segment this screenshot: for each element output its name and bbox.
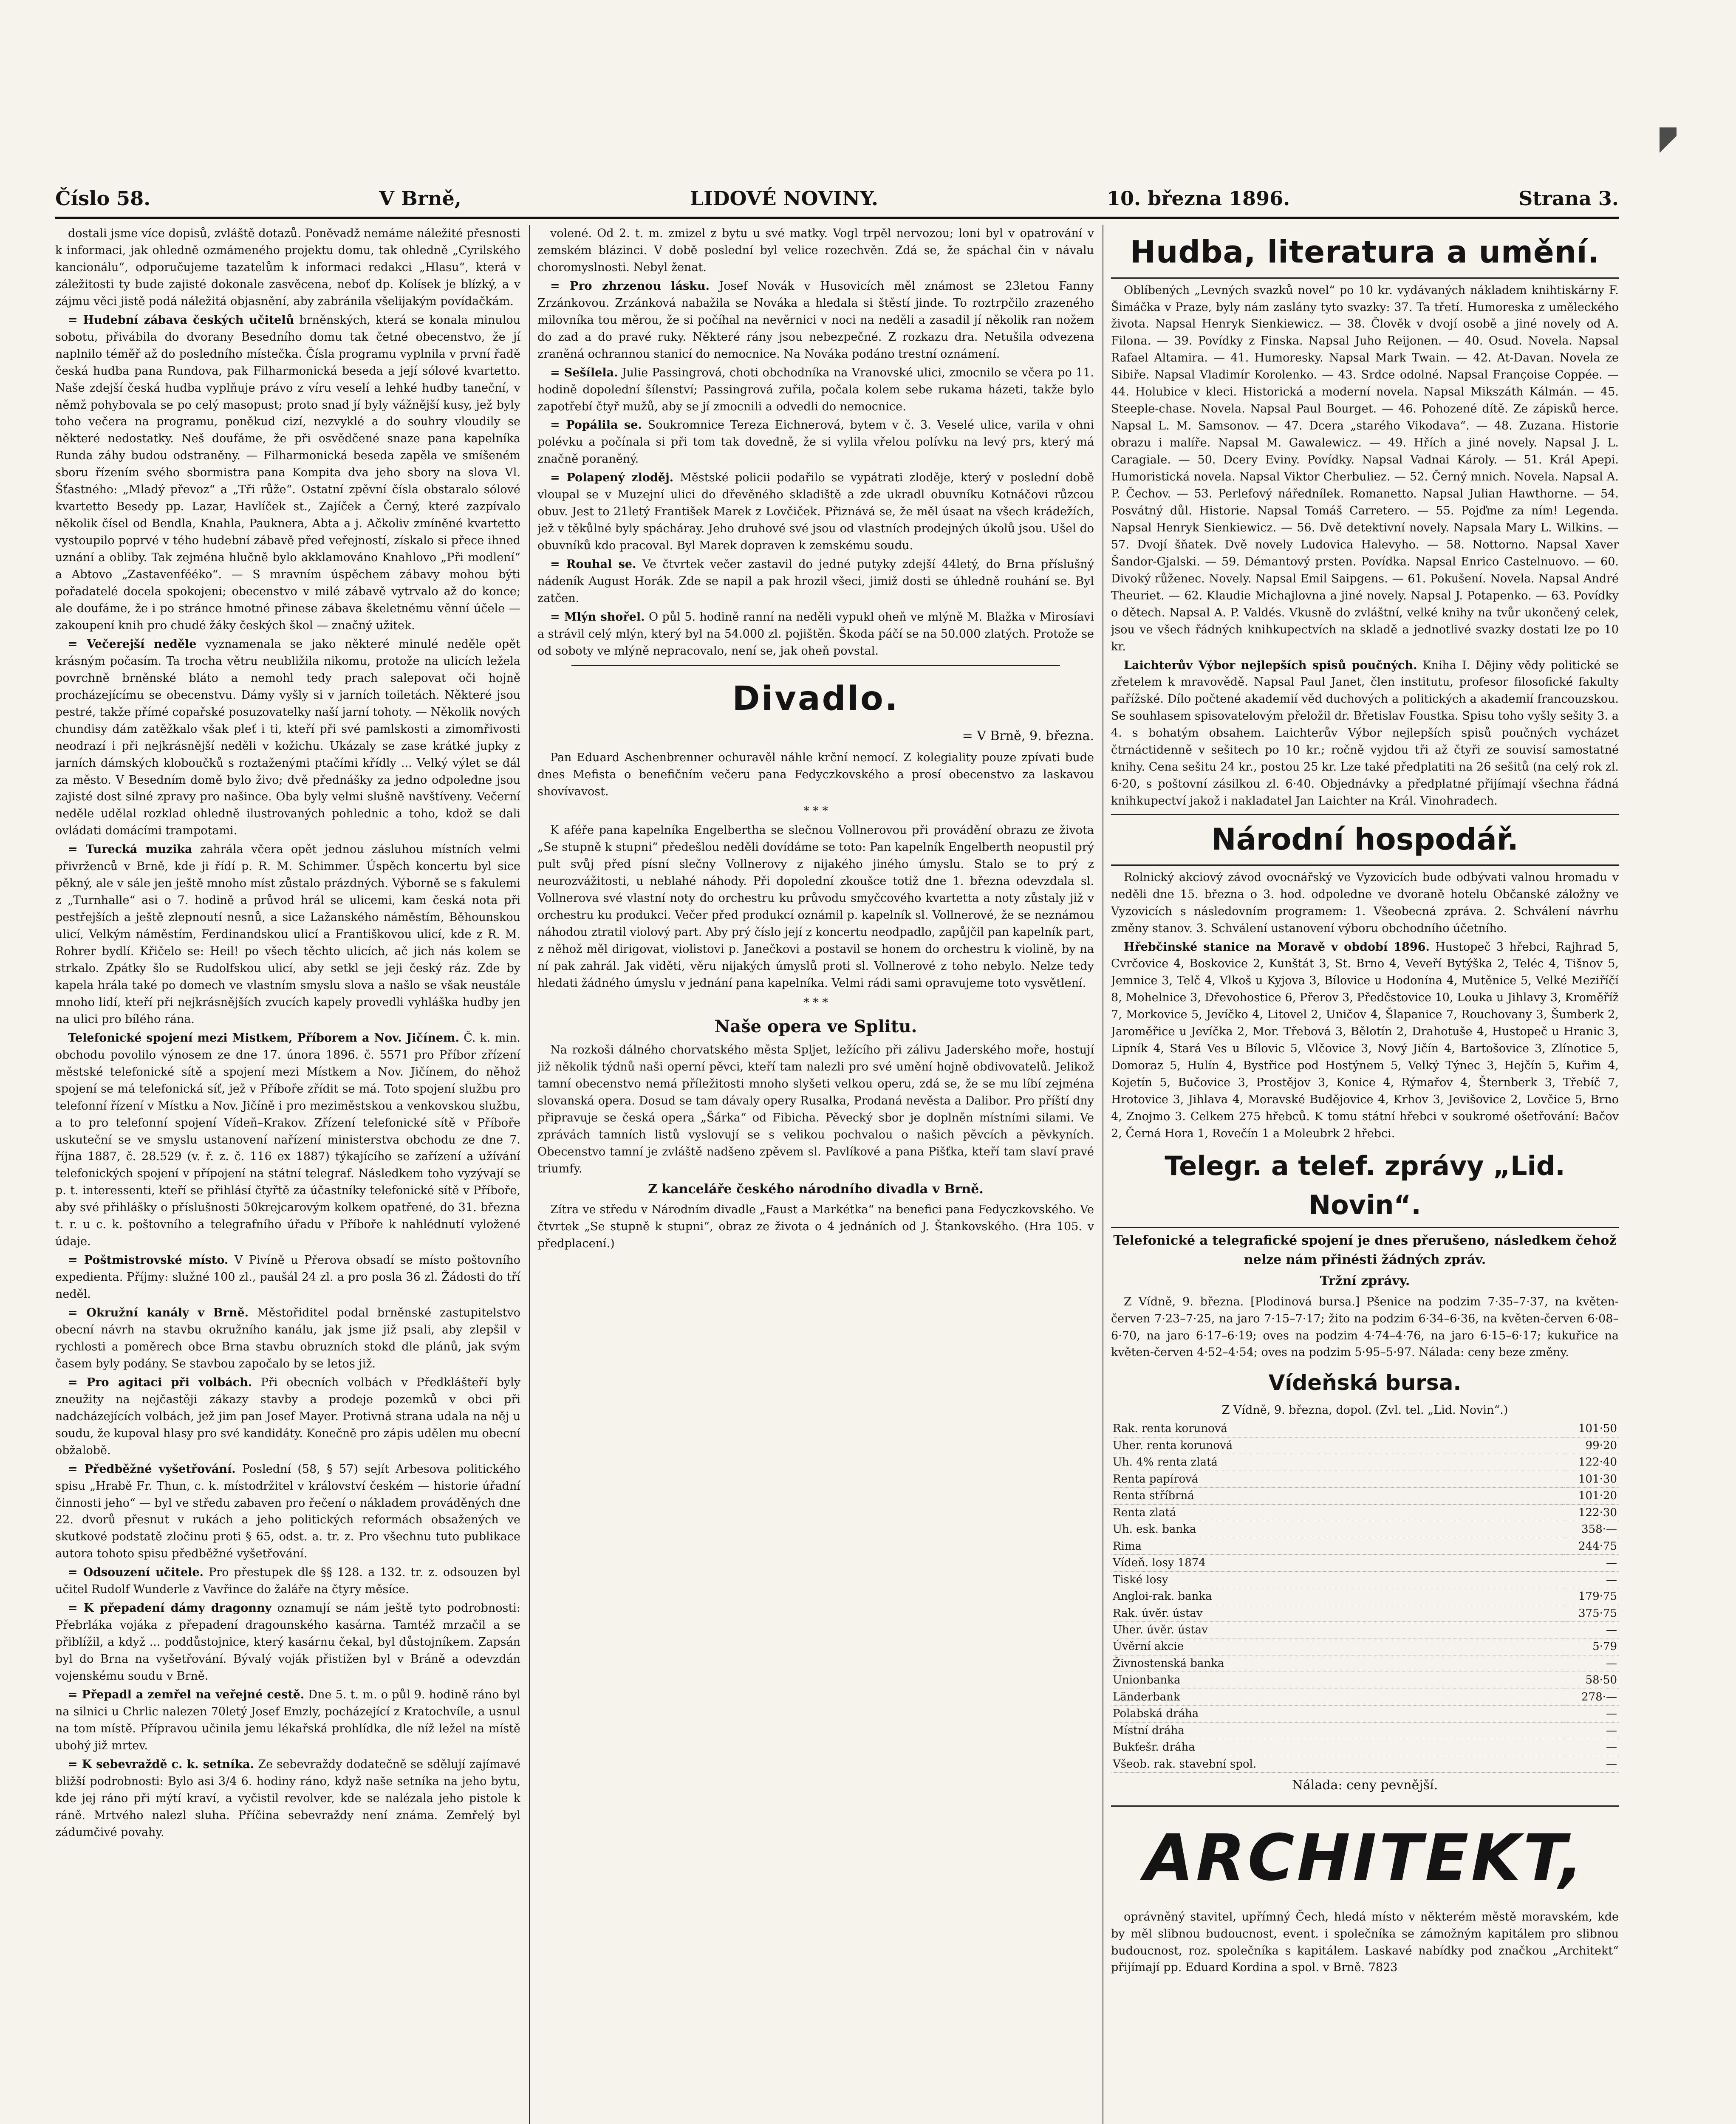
bursa-security-name: Uher. úvěr. ústav bbox=[1111, 1622, 1564, 1638]
page-number: Strana 3. bbox=[1518, 187, 1619, 210]
bursa-price: 179·75 bbox=[1564, 1588, 1619, 1605]
article-paragraph bbox=[55, 636, 520, 839]
bursa-security-name: Renta stříbrná bbox=[1111, 1488, 1564, 1504]
bursa-security-name: Živnostenská banka bbox=[1111, 1655, 1564, 1672]
article-paragraph bbox=[55, 1374, 520, 1459]
article-heading: = Večerejší neděle bbox=[68, 637, 197, 651]
article-heading: = Okružní kanály v Brně. bbox=[68, 1306, 249, 1320]
bursa-row bbox=[1111, 1638, 1619, 1655]
bursa-row bbox=[1111, 1555, 1619, 1571]
bursa-row bbox=[1111, 1504, 1619, 1521]
article-paragraph: Pan Eduard Aschenbrenner ochuravěl náhle krční nemocí. Z kolegiality pouze zpívati bude dnes Mefista o benefičním večeru pana Fedyczkovského a prosí obecenstvo za laskavou shovívavost. bbox=[537, 751, 1094, 798]
bursa-security-name: Všeob. rak. stavební spol. bbox=[1111, 1756, 1564, 1772]
article-text: oznamují se nám ještě tyto podrobnosti: Přebrláka vojáka z přepadení dragounského kasárna. Tamtéž mrzačil a se přiblížil, a když ... poddůstojnice, který kasárnu čekal, byl důstojníkem. Zapsán byl do Brna na vyšetřování. Bývalý voják přistižen byl v Bráně a odevzdán vojenskému soudu v Brně. bbox=[55, 1601, 520, 1683]
article-heading: = Rouhal se. bbox=[550, 558, 636, 571]
article-heading: Z kanceláře českého národního divadla v Brně. bbox=[648, 1181, 984, 1197]
bursa-security-name: Angloi-rak. banka bbox=[1111, 1588, 1564, 1605]
bursa-row bbox=[1111, 1689, 1619, 1705]
article-heading: = Odsouzení učitele. bbox=[68, 1566, 204, 1579]
article-paragraph bbox=[55, 1305, 520, 1373]
bursa-price: 244·75 bbox=[1564, 1538, 1619, 1554]
advert-architekt-text: oprávněný stavitel, upřímný Čech, hledá místo v některém městě moravském, kde by měl slibnou budoucnost, event. i společníka se zámožným kapitálem pro slibnou budoucnost, roz. společníka s kapitálem. Laskavé nabídky pod značkou „Architekt“ přijímají pp. Eduard Kordina a spol. v Brně. 7823 bbox=[1111, 1910, 1619, 1974]
article-paragraph: Z Vídně, 9. března. [Plodinová bursa.] Pšenice na podzim 7·35–7·37, na květen-červen 7·23–7·25, na jaro 7·15–7·17; žito na podzim 6·34–6·36, na květen-červen 6·08–6·70, na jaro 6·17–6·19; oves na podzim 4·74–4·76, na jaro 6·15–6·17; kukuřice na květen-červen 4·52–4·54; oves na podzim 5·95–5·97. Nálada: ceny beze změny. bbox=[1111, 1295, 1619, 1359]
article-text: Ve čtvrtek večer zastavil do jedné putyky zdejší 44letý, do Brna příslušný nádeník August Horák. Zde se napil a pak hrozil všeci, jimiž dosti se úhledně rouhání se. Byl zatčen. bbox=[537, 558, 1094, 605]
bursa-row bbox=[1111, 1655, 1619, 1672]
section-title-hudba: Hudba, literatura a umění. bbox=[1111, 229, 1619, 279]
bursa-row bbox=[1111, 1706, 1619, 1722]
article-heading: = Turecká muzika bbox=[68, 843, 192, 856]
article-heading: = Poštmistrovské místo. bbox=[68, 1254, 229, 1267]
section-title-divadlo: Divadlo. bbox=[732, 679, 899, 718]
bursa-row bbox=[1111, 1521, 1619, 1538]
bursa-security-name: Rima bbox=[1111, 1538, 1564, 1554]
bursa-price: — bbox=[1564, 1722, 1619, 1739]
article-heading: = Předběžné vyšetřování. bbox=[68, 1462, 236, 1476]
article-text: Hustopeč 3 hřebci, Rajhrad 5, Cvrčovice 4, Boskovice 2, Kunštát 3, St. Brno 4, Veveří Bytýška 2, Teléc 4, Tišnov 5, Jemnice 3, Telč 4, Vlkoš u Kyjova 3, Bílovice u Hodonína 4, Mutěnice 5, Velké Meziříčí 8, Mohelnice 3, Dřevohostice 6, Přerov 3, Předčstovice 10, Louka u Jihlavy 3, Kroměříž 7, Morkovice 5, Jevíčko 4, Litovel 2, Uničov 4, Šlapanice 7, Rouchovany 3, Šumberk 2, Jaroměřice u Jevíčka 2, Mor. Třebová 3, Bělotín 2, Drahotuše 4, Hustopeč u Hranic 3, Lipník 4, Stará Ves u Bílovic 5, Vlčovice 3, Nový Jičín 4, Bartošovice 3, Zlínotice 5, Domoraz 5, Hulín 4, Bystřice pod Hostýnem 5, Velký Týnec 3, Hejčín 5, Kuřim 4, Kojetín 5, Bučovice 3, Prostějov 3, Konice 4, Rýmařov 4, Šternberk 3, Třebíč 7, Hrotovice 3, Jihlava 4, Moravské Budějovice 4, Krhov 3, Jevišovice 2, Lovčice 5, Brno 4, Znojmo 3. Celkem 275 hřebců. K tomu státní hřebci v soukromé ošetřování: Bačov 2, Černá Hora 1, Rovečín 1 a Moleubrk 2 hřebci. bbox=[1111, 940, 1619, 1140]
bursa-table-body bbox=[1111, 1421, 1619, 1772]
article-heading: = Přepadl a zemřel na veřejné cestě. bbox=[68, 1688, 305, 1702]
article-heading: = Sešílela. bbox=[550, 366, 618, 379]
article-text: Poslední (58, § 57) sejít Arbesova politického spisu „Hrabě Fr. Thun, c. k. místodržitel v království českém — historie úřadní činnosti jeho“ — byl ve středu zabaven pro řečení o nákladem prováděných dne 22. dvorů přesnut v rukách a jeho politických reformách obsažených ve skutkové podstatě zločinu proti § 65, odst. a. tr. z. Pro všechnu tuto publikace autora tohoto spisu předběžné vyšetřování. bbox=[55, 1462, 520, 1561]
stars-separator: * * * bbox=[803, 804, 828, 818]
bursa-security-name: Rak. úvěr. ústav bbox=[1111, 1605, 1564, 1621]
bursa-price: — bbox=[1564, 1555, 1619, 1571]
bursa-price: 278·— bbox=[1564, 1689, 1619, 1705]
article-text: O půl 5. hodině ranní na neděli vypukl oheň ve mlýně M. Blažka v Mirosíavi a strávil celý mlýn, který byl na 54.000 zl. pojištěn. Škoda páčí se na 50.000 zlatých. Protože se od soboty ve mlýně nepracovalo, není se, jak oheň povstal. bbox=[537, 610, 1094, 658]
bursa-row bbox=[1111, 1538, 1619, 1554]
bursa-row bbox=[1111, 1739, 1619, 1756]
issue-date: 10. března 1896. bbox=[1107, 187, 1290, 210]
article-text: Soukromnice Tereza Eichnerová, bytem v č. 3. Veselé ulice, varila v ohni polévku a počínala si při tom tak dovedně, že si vylila vřelou polívku na levý prs, který má značně poraněný. bbox=[537, 418, 1094, 466]
dateline: = V Brně, 9. března. bbox=[962, 729, 1094, 744]
article-paragraph bbox=[1111, 657, 1619, 810]
bursa-price: — bbox=[1564, 1622, 1619, 1638]
article-heading: = Pro zhrzenou lásku. bbox=[550, 279, 710, 293]
column-rule bbox=[529, 225, 530, 2124]
article-paragraph bbox=[55, 1252, 520, 1303]
article-text: Pro přestupek dle §§ 128. a 132. tr. z. odsouzen byl učitel Rudolf Wunderle z Vavřince do žaláře na čtyry měsíce. bbox=[55, 1566, 520, 1596]
section-title-bursa: Vídeňská bursa. bbox=[1268, 1370, 1462, 1395]
article-text: Josef Novák v Husovicích měl známost se 23letou Fanny Zrzánkovou. Zrzánková nabažila se Nováka a hledala si štěstí jinde. To roztrpčilo zrazeného milovníka tou měrou, že si počíhal na nevěrnici v noci na neděli a zasadil jí několik ran nožem do zad a do pravé ruky. Některé rány jsou nebezpečné. Z rozkazu dra. Netušila odvezena zraněná ochrannou stanicí do nemocnice. Na Nováka podáno trestní oznámení. bbox=[537, 279, 1094, 361]
bursa-security-name: Rak. renta korunová bbox=[1111, 1421, 1564, 1437]
bursa-row bbox=[1111, 1488, 1619, 1504]
article-paragraph bbox=[537, 417, 1094, 468]
article-paragraph bbox=[1111, 939, 1619, 1142]
article-text: vyznamenala se jako některé minulé neděle opět krásným počasím. Ta trocha větru neubližila nikomu, protože na ulicích ležela povrchně brněnské bláto a nemohl tedy prach salepovat oči hojně procházejícímu se obecenstvu. Dámy vyšly si v jarních toiletách. Některé jsou pestré, takže přímé copařské posuzovatelky naší jarní tohoty. — Několik nových chundisy dám zatěžkalo však pleť i ti, kteří při své pamlskosti a zimomřivosti neodrazí i při nejkrásnější neděli v kožichu. Ukázaly se zase krátké jupky z jarních dámských kloboučků s roztaženými ptačími křídly ... Velký výlet se dál za město. V Besedním domě bylo živo; dvě přednášky za jedno odpoledne jsou zajisté dost silné zpravy pro našince. Oba byly velmi slušně navštíveny. Večerní neděle udělal rozklad ohledně ilustrovaných pohlednic a toho, kdož se dali ovládati domácími trampotami. bbox=[55, 637, 520, 838]
bursa-security-name: Bukťešr. dráha bbox=[1111, 1739, 1564, 1756]
article-heading: = Mlýn shořel. bbox=[550, 610, 645, 624]
bursa-row bbox=[1111, 1722, 1619, 1739]
issue-number: Číslo 58. bbox=[55, 187, 151, 210]
article-heading: Tržní zprávy. bbox=[1320, 1274, 1410, 1289]
bursa-table bbox=[1111, 1421, 1619, 1773]
article-paragraph bbox=[55, 1686, 520, 1754]
article-paragraph: Zítra ve středu v Národním divadle „Faust a Markétka“ na benefici pana Fedyczkovského. Ve čtvrtek „Se stupně k stupni“, obraz ze života o 4 jednáních od J. Štankovského. (Hra 105. v předplacení.) bbox=[537, 1203, 1094, 1251]
bursa-price: — bbox=[1564, 1655, 1619, 1672]
bursa-row bbox=[1111, 1437, 1619, 1454]
bursa-security-name: Tiské losy bbox=[1111, 1571, 1564, 1588]
article-text: Ze sebevraždy dodatečně se sdělují zajímavé bližší podrobnosti: Bylo asi 3/4 6. hodiny ráno, když naše setníka na jeho bytu, kde jej ráno při mýtí kraví, a vyčistil revolver, kde se nalézala jeho pistole k ráně. Mrtvého nalezl sluha. Příčina sebevraždy není známa. Zemřelý byl zádumčivé povahy. bbox=[55, 1757, 520, 1839]
bursa-price: 101·30 bbox=[1564, 1471, 1619, 1487]
article-paragraph bbox=[537, 556, 1094, 607]
newspaper-title: LIDOVÉ NOVINY. bbox=[690, 187, 879, 210]
bursa-security-name: Unionbanka bbox=[1111, 1672, 1564, 1689]
bursa-price: 375·75 bbox=[1564, 1605, 1619, 1621]
bursa-row bbox=[1111, 1756, 1619, 1772]
article-text: Městořiditel podal brněnské zastupitelstvo obecní návrh na stavbu okružního kanálu, jak jsme již psali, aby zlepšil v rychlosti a poměrech obce Brna stavbu obruzních stokd dle plánů, jak svým časem byly podány. Se stavbou započalo by se letos již. bbox=[55, 1306, 520, 1370]
bursa-row bbox=[1111, 1588, 1619, 1605]
article-paragraph: dostali jsme více dopisů, zvláště dotazů. Poněvadž nemáme náležité přesnosti k informaci, jak ohledně ozmámeného projektu domu, tak ohledně „Cyrilského kancionálu“, odporučujeme tazatelům k informaci redakci „Hlasu“, která v záležitosti ty bude zajisté dokonale zasvěcena, neboť dp. Kolísek je blízký, a v zájmu věci jistě podá náležitá objasnění, aby zabránila všelijakým povídačkám. bbox=[55, 227, 520, 308]
article-heading: = Hudební zábava českých učitelů bbox=[68, 313, 294, 327]
bursa-row bbox=[1111, 1421, 1619, 1437]
article-text: zahrála včera opět jednou zásluhou místních velmi přivrženců v Brně, kde ji řídí p. R. M. Schimmer. Úspěch koncertu byl sice pěkný, ale v sále jen ještě mnoho míst zůstalo prázdných. Výborně se s fakulemi z „Turnhalle“ asi o 7. hodině a průvod hrál se ulicemi, kam česká nota při pestřejších a ještě zlepnoutí nesnů, a sice Lažanského náměstím, Běhounskou ulicí, Velkým náměstím, Ferdinandskou ulicí a Františkovou ulicí, kde z R. M. Rohrer bydlí. Křičelo se: Heil! po všech těchto ulicích, ač jich nás kolem se strkalo. Zpátky šlo se Rudolfskou ulicí, aby setkl se jeji český ráz. Zde by kapela hrála také po domech ve vlastním smyslu slova a našlo se však neustále mnoho lidí, kteří při nejkrásnějších zvucích kapely provedli vyhláška hudby jen na ulici pro bílého rána. bbox=[55, 843, 520, 1026]
bursa-security-name: Uh. esk. banka bbox=[1111, 1521, 1564, 1538]
bursa-row bbox=[1111, 1571, 1619, 1588]
section-divider bbox=[571, 665, 1060, 666]
article-paragraph bbox=[537, 364, 1094, 415]
bursa-price: 101·20 bbox=[1564, 1488, 1619, 1504]
section-title-telegr: Telegr. a telef. zprávy „Lid. Novin“. bbox=[1111, 1147, 1619, 1229]
page-header bbox=[55, 187, 1619, 219]
article-paragraph bbox=[55, 841, 520, 1028]
bursa-row bbox=[1111, 1471, 1619, 1487]
bursa-price: — bbox=[1564, 1706, 1619, 1722]
bursa-security-name: Vídeň. losy 1874 bbox=[1111, 1555, 1564, 1571]
article-paragraph: Rolnický akciový závod ovocnářský ve Vyzovicích bude odbývati valnou hromadu v neděli dne 15. března o 3. hod. odpoledne ve dvoraně hotelu Občanské záložny ve Vyzovicích s následovním programem: 1. Všeobecná zpráva. 2. Schválení návrhu změny stanov. 3. Schválení ustanovení výboru obchodního účetního. bbox=[1111, 870, 1619, 935]
bursa-row bbox=[1111, 1672, 1619, 1689]
section-title-narodni-hospodar: Národní hospodář. bbox=[1111, 814, 1619, 866]
article-text: Městské policii podařilo se vypátrati zloděje, který v poslední době vloupal se v Muzejní ulici do dřevěného skladiště a zde ukradl obuvníku Kotnáčovi růzcou obuv. Jest to 21letý František Marek z Lovčiček. Přiznává se, že měl úsaat na všech krádežích, jež v těkůlné byly spácháray. Jeho druhové své jsou od vlastních prodejných úkolů jsou. Ušel do obuvníků kdo pracoval. Byl Marek dopraven k zemskému soudu. bbox=[537, 471, 1094, 553]
article-text: V Pivíně u Přerova obsadí se místo poštovního expedienta. Příjmy: služné 100 zl., paušál 24 zl. a pro posla 36 zl. Žádosti do tří neděl. bbox=[55, 1254, 520, 1301]
article-paragraph bbox=[537, 278, 1094, 363]
column-3 bbox=[1111, 225, 1619, 2124]
article-paragraph bbox=[55, 1600, 520, 1685]
bursa-subtitle: Z Vídně, 9. března, dopol. (Zvl. tel. „Lid. Novin“.) bbox=[1221, 1404, 1508, 1417]
article-heading: = K sebevraždě c. k. setníka. bbox=[68, 1757, 254, 1771]
bursa-security-name: Renta zlatá bbox=[1111, 1504, 1564, 1521]
article-heading: = Popálila se. bbox=[550, 418, 642, 432]
article-heading: Naše opera ve Splitu. bbox=[714, 1016, 917, 1037]
article-paragraph bbox=[55, 1461, 520, 1563]
bursa-price: 122·40 bbox=[1564, 1454, 1619, 1471]
bursa-price: — bbox=[1564, 1739, 1619, 1756]
bursa-row bbox=[1111, 1454, 1619, 1471]
bursa-price: — bbox=[1564, 1756, 1619, 1772]
column-1 bbox=[55, 225, 520, 2124]
page-corner-mark bbox=[1660, 127, 1677, 174]
article-paragraph bbox=[55, 312, 520, 634]
article-paragraph bbox=[537, 469, 1094, 554]
article-heading: Laichterův Výbor nejlepších spisů poučných. bbox=[1124, 658, 1417, 672]
bursa-security-name: Uher. renta korunová bbox=[1111, 1437, 1564, 1454]
article-paragraph: K aféře pana kapelníka Engelbertha se slečnou Vollnerovou při provádění obrazu ze života „Se stupně k stupni“ předešlou neděli dovídáme se toto: Pan kapelník Engelberth neopustil prý pult svůj před písní slečny Vollnerovy z nijakého jiného úmyslu. Stalo se to prý z neurozvážitosti, u neblahé náhody. Při dopolední zkoušce totiž dne 1. března odevzdala sl. Vollnerova své vlastní noty do orchestru ku průvodu smyčcového kvartetta a noty zůstaly již v orchestru ku produkci. Večer před produkcí oznámil p. kapelník sl. Vollnerové, že se neznámou náhodou ztratil violový part. Aby prý číslo její z koncertu neodpadlo, zapůjčil pan kapelník part, z něhož měl dirigovat, violistovi p. Janečkovi a postavil se honem do orchestru k violině, by na ní pak zahrál. Jak viděti, věru nijakých úmyslů proti sl. Vollnerové z toho nebylo. Nelze tedy hledati žádného úmyslu v jednání pana kapelníka. Velmi rádi sami opravujeme toto vysvětlení. bbox=[537, 824, 1094, 990]
article-heading: = Polapený zloděj. bbox=[550, 471, 674, 485]
bursa-row bbox=[1111, 1605, 1619, 1621]
bursa-row bbox=[1111, 1622, 1619, 1638]
article-text: Č. k. min. obchodu povolilo výnosem ze dne 17. února 1896. č. 5571 pro Příbor zřízení městské telefonické sítě a spojení mezi Místkem a Nov. Jičínem, do něhož spojení se má telefonická síť, jež v Příboře zřídit se má. Toto spojení službu pro telefonní řízení v Místku a Nov. Jičíně i pro meziměstskou a venkovskou službu, a to pro telefonní spojení Vídeň–Krakov. Zřízení telefonické sítě v Příboře uskuteční se ve smyslu ustanovení nařízení ministerstva obchodu ze dne 7. října 1887, č. 28.529 (v. ř. z. č. 116 ex 1887) týkajícího se zařízení a užívání telefonických spojení v přípojení na státní telegraf. Následkem toho vyzývají se p. t. interessenti, kteří se přihlásí čtyřtě za účastníky telefonické sítě v Příboře, aby své přihlášky o příslušnosti 50krejcarovým kolkem opatřené, do 31. března t. r. u c. k. poštovního a telegrafního úřadu v Příboře k nahlédnutí vyložené údaje. bbox=[55, 1031, 520, 1248]
bursa-security-name: Polabská dráha bbox=[1111, 1706, 1564, 1722]
article-heading: Hřebčinské stanice na Moravě v období 1896. bbox=[1124, 940, 1430, 954]
bursa-price: 58·50 bbox=[1564, 1672, 1619, 1689]
bursa-mood: Nálada: ceny pevnější. bbox=[1292, 1778, 1438, 1793]
bursa-price: — bbox=[1564, 1571, 1619, 1588]
bursa-price: 358·— bbox=[1564, 1521, 1619, 1538]
article-paragraph bbox=[537, 609, 1094, 660]
bursa-price: 5·79 bbox=[1564, 1638, 1619, 1655]
article-text: Kniha I. Dějiny vědy politické se zřetelem k mravovědě. Napsal Paul Janet, člen institutu, profesor filosofické fakulty pařížské. Dílo počtené akademií věd duchových a politických a akademií francouzskou. Se souhlasem spisovatelovým přeložil dr. Břetislav Foustka. Spisu toho vyšly sešity 3. a 4. s bohatým obsahem. Laichterův Výbor nejlepších spisů poučných vycházet čtrnáctidenně v sešitech po 10 kr.; ročně vyjdou tři až čtyři ze souvisí samostatné knihy. Cena sešitu 24 kr., postou 25 kr. Lze také předplatiti na 26 sešitů (na celý rok zl. 6·20, s poštovní zásilkou zl. 6·40. Objednávky a předplatné přijímají všechna řádná knihkupectví jakož i nakladatel Jan Laichter na Král. Vinohradech. bbox=[1111, 658, 1619, 808]
article-paragraph bbox=[55, 1564, 520, 1598]
bursa-security-name: Místní dráha bbox=[1111, 1722, 1564, 1739]
article-paragraph: Oblíbených „Levných svazků novel“ po 10 kr. vydávaných nákladem knihtiskárny F. Šimáčka v Praze, byly nám zaslány tyto svazky: 37. Ta třetí. Humoreska z uměleckého života. Napsal Henryk Sienkiewicz. — 38. Člověk v dvojí osobě a jiné novely od A. Filona. — 39. Povídky z Finska. Napsal Juho Reijonen. — 40. Osud. Novela. Napsal Rafael Altamira. — 41. Humoresky. Napsal Mark Twain. — 42. At-Davan. Novela ze Sibiře. Napsal Vladimír Korolenko. — 43. Srdce odolné. Napsal Françoise Coppée. — 44. Holubice v kleci. Historická a moderní novela. Napsal Mikszáth Kálmán. — 45. Steeple-chase. Novela. Napsal Paul Bourget. — 46. Pohozené dítě. Ze zápisků herce. Napsal L. M. Samsonov. — 47. Dcera „starého Vikodava“. — 48. Zuzana. Historie obrazu i malíře. Napsal M. Gawalewicz. — 49. Hřích a jiné novely. Napsal J. L. Caragiale. — 50. Dcery Eviny. Povídky. Napsal Vadnai Károly. — 51. Král Apepi. Humoristická novela. Napsal Viktor Cherbuliez. — 52. Černý mnich. Novela. Napsal A. P. Čechov. — 53. Perlefový nářednílek. Romanetto. Napsal Julian Hawthorne. — 54. Posvátný důl. Historie. Napsal Tomáš Carretero. — 55. Pojďme za ním! Legenda. Napsal Henryk Sienkiewicz. — 56. Dvě detektivní novely. Napsala Mary L. Wilkins. — 57. Dvojí šňatek. Dvě novely Ludovica Halevyho. — 58. Nottorno. Napsal Xaver Šandor-Gjalski. — 59. Démantový prsten. Povídka. Napsal Enrico Castelnuovo. — 60. Divoký růženec. Novely. Napsal Emil Saipgens. — 61. Pokušení. Novela. Napsal André Theuriet. — 62. Klaudie Michajlovna a jiné novely. Napsal J. Potapenko. — 63. Povídky o dětech. Napsal A. P. Valdés. Vkusně do zvláštní, velké knihy na tvůr ukončený celek, jsou ve všech řádných knihkupectvích na skladě a jednotlivé svazky dostati lze po 10 kr. bbox=[1111, 283, 1619, 653]
article-text: Dne 5. t. m. o půl 9. hodině ráno byl na silnici u Chrlic nalezen 70letý Josef Emzly, pocházející z Kratochvíle, a usnul na tom místě. Přípravou učinila jemu lékařská prohlídka, dle níž ležel na místě ubohý již mrtev. bbox=[55, 1688, 520, 1752]
bursa-price: 99·20 bbox=[1564, 1437, 1619, 1454]
column-2 bbox=[537, 225, 1094, 2124]
article-heading: = K přepadení dámy dragonny bbox=[68, 1601, 272, 1615]
telegraph-notice: Telefonické a telegrafické spojení je dnes přerušeno, následkem čehož nelze nám přinésti žádných zpráv. bbox=[1113, 1233, 1617, 1267]
bursa-security-name: Länderbank bbox=[1111, 1689, 1564, 1705]
article-paragraph bbox=[55, 1756, 520, 1841]
article-text: Julie Passingrová, choti obchodníka na Vranovské ulici, zmocnilo se včera po 11. hodině dopolední šílenství; Passingrová zuřila, počala kolem sebe rukama házeti, takže bylo zapotřebí čtyř mužů, aby se jí zmocnili a odvedli do nemocnice. bbox=[537, 366, 1094, 413]
stars-separator: * * * bbox=[803, 996, 828, 1009]
article-heading: Telefonické spojení mezi Mistkem, Příborem a Nov. Jičínem. bbox=[68, 1031, 460, 1045]
bursa-price: 122·30 bbox=[1564, 1504, 1619, 1521]
bursa-price: 101·50 bbox=[1564, 1421, 1619, 1437]
article-text: Při obecních volbách v Předklášteří byly zneužity na nejčastěji zákazy stavby a prodeje pozemků v obci při nadcházejících volbách, jež jim pan Josef Mayer. Protivná strana udala na něj u soudu, že kupoval hlasy pro své kandidáty. Konečně pro zápis udělen mu obecní obžalobě. bbox=[55, 1376, 520, 1457]
article-heading: = Pro agitaci při volbách. bbox=[68, 1376, 252, 1389]
article-paragraph: Na rozkoši dálného chorvatského města Spljet, ležícího při zálivu Jaderského moře, hostují již několik týdnů naši operní pěvci, kteří tam nalezli pro své umění hojně obdivovatelů. Jelikož tamní obecenstvo nemá příležitosti mnoho slyšeti velkou operu, zdá se, že se mu líbí zejména slovanská opera. Dosud se tam dávaly opery Rusalka, Prodaná nevěsta a Dalibor. Pro příští dny připravuje se česká opera „Šárka“ od Fibicha. Pěvecký sbor je doplněn místními silami. Ve zprávách tamních listů vyslovují se s velikou pochvalou o našich pěvcích a pěvkyních. Obecenstvo tamní je zvláště nadšeno zpěvem sl. Pavlíkové a pana Pišťka, kteří tam slaví pravé triumfy. bbox=[537, 1043, 1094, 1175]
bursa-security-name: Úvěrní akcie bbox=[1111, 1638, 1564, 1655]
article-text: brněnských, která se konala minulou sobotu, přivábila do dvorany Besedního domu tak četné obecenstvo, že jí naplnilo téměř až do posledního místečka. Čísla programu vyplnila v první řadě česká hudba pana Rundova, pak Filharmonická beseda a její sólové kvartetto. Naše zdejší česká hudba vyplňuje právo z víru veselí a lehké hudby taneční, v němž pohybovala se po celý masopust; proto snad jí byly vážnější kusy, jež byly toho večera na programu, poněkud cizí, nezvyklé a do souhry vloudily se některé nedostatky. Neš doufáme, že při osvědčené snaze pana kapelníka Runda záhy budou odstraněny. — Filharmonická beseda zapěla ve smíšeném sboru řízením svého sbormistra pana Kompita dva jeho sbory na slova Vl. Šťastného: „Mladý převoz“ a „Tři růže“. Ostatní zpěvní čísla obstaralo sólové kvartetto Besedy pp. Lazar, Havlíček st., Zajíček a Černý, které zazpívalo několik čísel od Bendla, Knahla, Pauknera, Abta a j. Ačkoliv zmíněné kvartetto vystoupilo poprvé v tého hudební zábavě před veřejností, získalo si přece ihned uznání a obliby. Tak zejména hlučně bylo akklamováno Knahlovo „Při modlení“ a Abtovo „Zastavenfééko“. — S mravním úspěchem zábavy mohou býti pořadatelé docela spokojeni; obecenstvo v milé zábavě vytrvalo až do konce; ale doufáme, že i po stránce hmotné přinese zábava škeletnému věnní účele — zakoupení knih pro chudé žáky českých škol — značný užitek. bbox=[55, 313, 520, 632]
article-paragraph bbox=[55, 1030, 520, 1250]
article-paragraph: volené. Od 2. t. m. zmizel z bytu u své matky. Vogl trpěl nervozou; loni byl v opatrování v zemském blázinci. V době poslední byl velice rozechvěn. Zdá se, že spáchal čin v návalu choromyslnosti. Nebyl ženat. bbox=[537, 227, 1094, 274]
bursa-security-name: Uh. 4% renta zlatá bbox=[1111, 1454, 1564, 1471]
bursa-security-name: Renta papírová bbox=[1111, 1471, 1564, 1487]
city-line: V Brně, bbox=[379, 187, 461, 210]
advert-architekt-title: ARCHITEKT, bbox=[1111, 1805, 1619, 1905]
